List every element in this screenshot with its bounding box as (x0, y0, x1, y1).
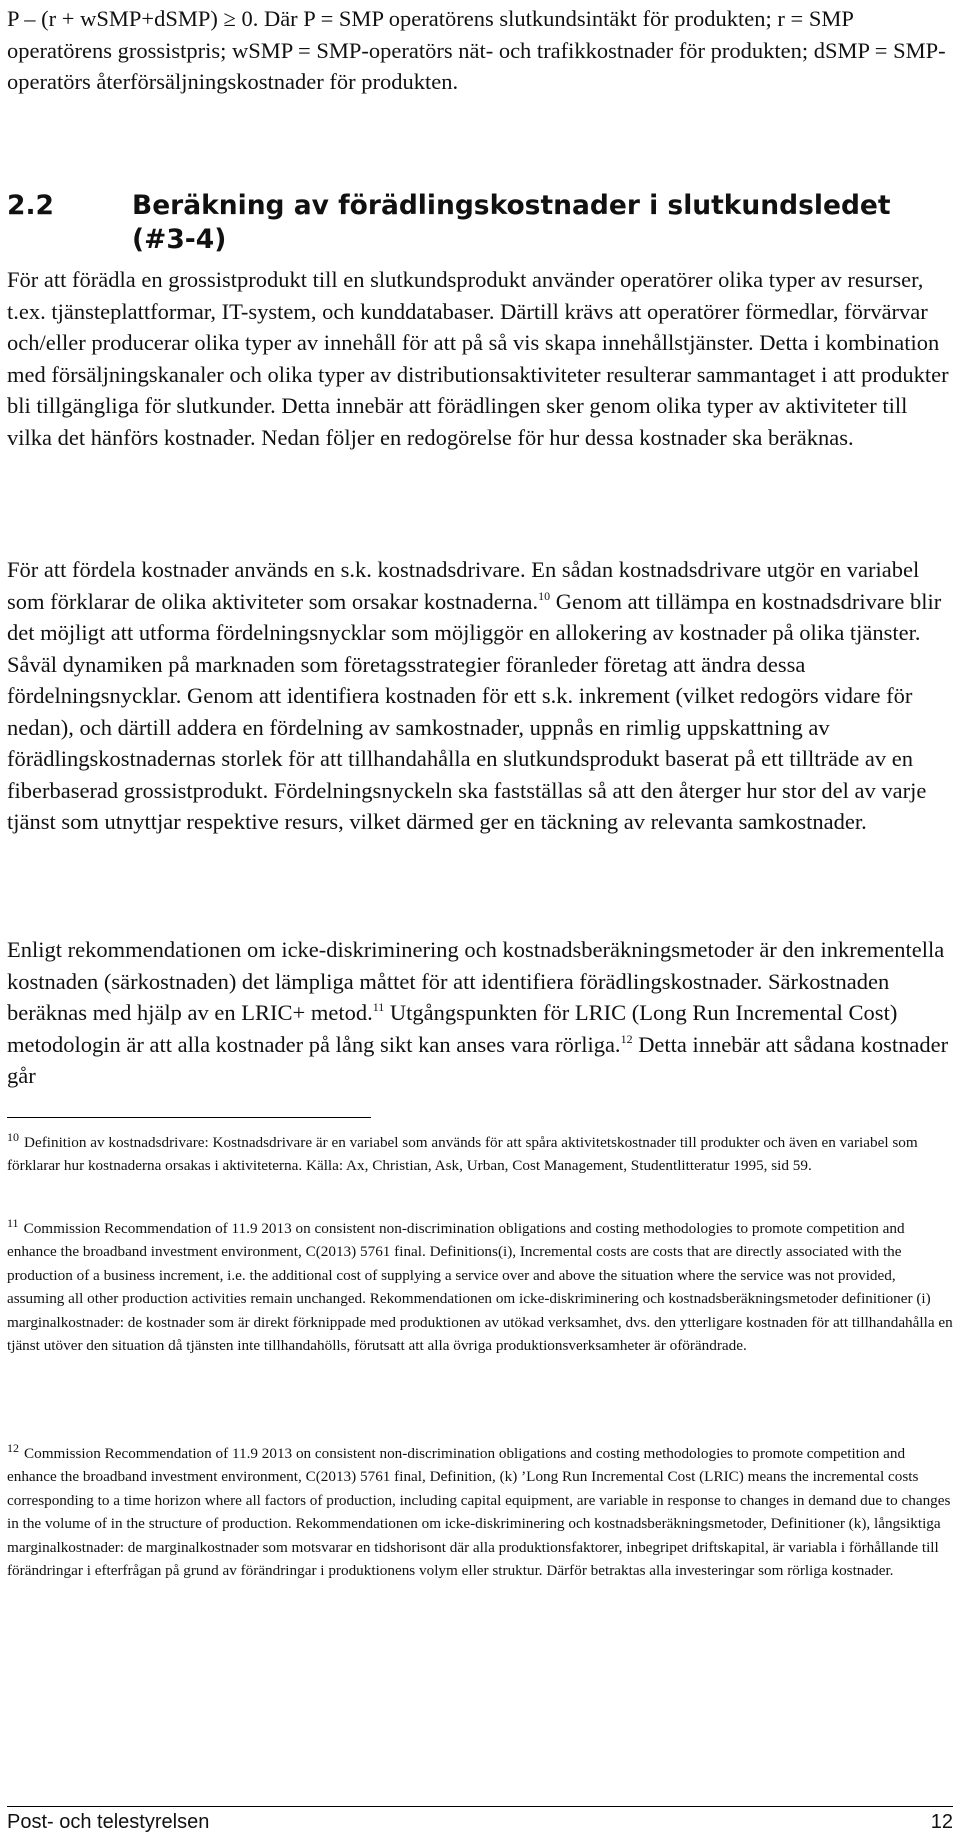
footnote-ref-12[interactable]: 12 (620, 1031, 633, 1046)
footnote-text: Commission Recommendation of 11.9 2013 on consistent non-discrimination obligations and costing methodologies to promote competition and enhance the broadband investment environment, C(2013) 5761 final, Definition, (k) ’Long Run Incremental Cost (LRIC) means the incremental costs corresponding to a time horizon where all factors of production, including capital equipment, are variable in response to changes in demand due to changes in the volume of in the structure of production. Rekommendationen om icke-diskriminering och kostnadsberäkningsmetoder, Definitioner (k), långsiktiga marginalkostnader: de marginalkostnader som motsvarar en tidshorisont där alla produktionsfaktorer, inbegripet driftskapital, är variabla i förhållande till förändringar i efterfrågan på grund av förändringar i produktionens volym eller struktur. Därför betraktas alla investeringar som rörliga kostnader. (7, 1445, 951, 1580)
body-paragraph-1: För att förädla en grossistprodukt till en slutkundsprodukt använder operatörer olika typer av resurser, t.ex. tjänsteplattformar, IT-system, och kunddatabaser. Därtill krävs att operatörer förmedlar, förvärvar och/eller producerar olika typer av innehåll för att på så vis skapa innehållstjänster. Detta i kombination med försäljningskanaler och olika typer av distributionsaktiviteter resulterar sammantaget i att produkter bli tillgängliga för slutkunder. Detta innebär att förädlingen sker genom olika typer av aktiviteter till vilka det hänförs kostnader. Nedan följer en redogörelse för hur dessa kostnader ska beräknas. (7, 267, 949, 450)
footnote-ref-10[interactable]: 10 (538, 588, 551, 603)
footnote-text: Definition av kostnadsdrivare: Kostnadsdrivare är en variabel som används för att spåra aktivitetskostnader till produkter och även en variabel som förklarar hur kostnaderna orsakas i aktiviteterna. Källa: Ax, Christian, Ask, Urban, Cost Management, Studentlitteratur 1995, sid 59. (7, 1134, 918, 1175)
footnote-mark: 12 (7, 1441, 19, 1455)
footer-organization: Post- och telestyrelsen (7, 1811, 210, 1833)
footnote-text: Commission Recommendation of 11.9 2013 on consistent non-discrimination obligations and costing methodologies to promote competition and enhance the broadband investment environment, C(2013) 5761 final. Definitions(i), Incremental costs are costs that are directly associated with the production of a business increment, i.e. the additional cost of supplying a service over and above the situation where the service was not provided, assuming all other production activities remain unchanged. Rekommendationen om icke-diskriminering och kostnadsberäkningsmetoder definitioner (i) marginalkostnader: de kostnader som är direkt förknippade med produktionen av utökad verksamhet, dvs. den ytterligare kostnaden för att tillhandahålla en tjänst utöver den situation då tjänsten inte tillhandahölls, förutsatt att alla övriga produktionsverksamheter är oförändrade. (7, 1220, 953, 1355)
footnote-10 (7, 1131, 953, 1178)
section-title: Beräkning av förädlingskostnader i slutkundsledet (#3-4) (132, 190, 891, 255)
footnote-mark: 11 (7, 1216, 19, 1230)
page-number: 12 (930, 1811, 953, 1833)
footnote-11 (7, 1217, 953, 1357)
paragraph-3-text-a: Enligt rekommendationen om icke-diskriminering och kostnadsberäkningsmetoder är den inkrementella kostnaden (särkostnaden) det lämpliga måttet för att identifiera förädlingskostnader. Särkostnaden beräknas med hjälp av en LRIC+ metod. (7, 937, 945, 1025)
section-number: 2.2 (7, 190, 54, 221)
footnote-separator (7, 1117, 371, 1118)
paragraph-2-text-a: För att fördela kostnader används en s.k. kostnadsdrivare. En sådan kostnadsdrivare utgör en variabel som förklarar de olika aktiviteter som orsakar kostnaderna. (7, 557, 920, 614)
footnote-ref-11[interactable]: 11 (372, 1000, 385, 1014)
footer-separator (7, 1806, 953, 1807)
continuation-paragraph: P – (r + wSMP+dSMP) ≥ 0. Där P = SMP operatörens slutkundsintäkt för produkten; r = SMP operatörens grossistpris; wSMP = SMP-operatörs nät- och trafikkostnader för produkten; dSMP = SMP-operatörs återförsäljningskostnader för produkten. (7, 6, 946, 94)
paragraph-2-text-b: Genom att tillämpa en kostnadsdrivare blir det möjligt att utforma fördelningsnycklar som möjliggör en allokering av kostnader på olika tjänster. Såväl dynamiken på marknaden som företagsstrategier föranleder företag att ändra dessa fördelningsnycklar. Genom att identifiera kostnaden för ett s.k. inkrement (vilket redogörs vidare för nedan), och därtill addera en fördelning av samkostnader, uppnås en rimlig uppskattning av förädlingskostnadernas storlek för att tillhandahålla en slutkundsprodukt baserat på ett tillträde av en fiberbaserad grossistprodukt. Fördelningsnyckeln ska fastställas så att den återger hur stor del av varje tjänst som utnyttjar respektive resurs, vilket därmed ger en täckning av relevanta samkostnader. (7, 588, 942, 834)
footnote-12 (7, 1442, 953, 1582)
footnote-mark: 10 (7, 1130, 19, 1144)
paragraph-3-text-b: Utgångspunkten för LRIC (Long Run Incremental Cost) metodologin är att alla kostnader på lång sikt kan anses vara rörliga. (7, 1000, 898, 1057)
body-paragraph-3 (7, 934, 953, 1092)
section-heading (7, 189, 953, 257)
body-paragraph-2 (7, 554, 953, 838)
paragraph-3-text-c: Detta innebär att sådana kostnader går (7, 1031, 949, 1088)
